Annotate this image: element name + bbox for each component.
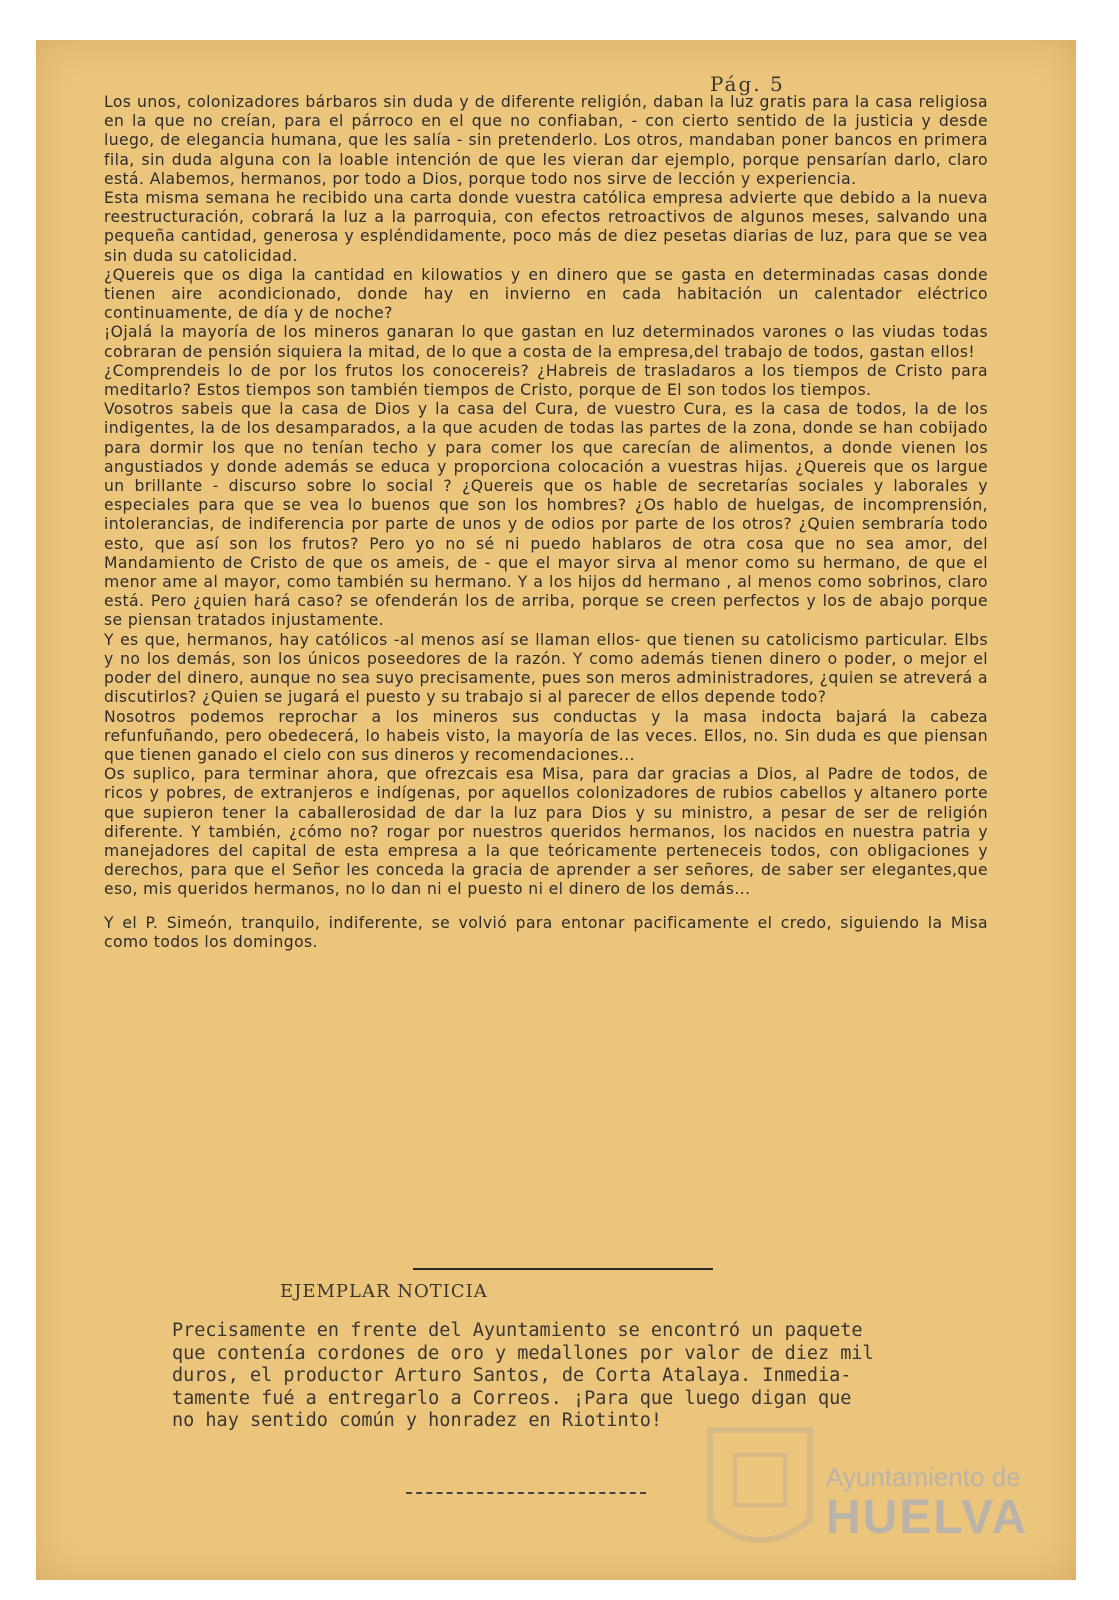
sermon-body bbox=[104, 93, 988, 952]
section-divider bbox=[413, 1268, 713, 1270]
page-number: Pág. 5 bbox=[710, 72, 785, 96]
watermark-line2: HUELVA bbox=[826, 1491, 1029, 1544]
paragraph: Los unos, colonizadores bárbaros sin duda y de diferente religión, daban la luz gratis para la casa religiosa en la que no creían, para el párroco en el que no confiaban, - con cierto sentido de la justicia y desde luego, de elegancia humana, que les salía - sin pretenderlo. Los otros, mandaban poner bancos en primera fila, sin duda alguna con la loable intención de que les vieran dar ejemplo, porque pensarían darlo, claro está. Alabemos, hermanos, por todo a Dios, porque todo nos sirve de lección y experiencia. bbox=[104, 93, 988, 188]
paragraph: Vosotros sabeis que la casa de Dios y la casa del Cura, de vuestro Cura, es la casa de todos, la de los indigentes, la de los desamparados, a la que acuden de todas las partes de la zona, donde se han cobijado para dormir los que no tenían techo y para comer los que carecían de alimentos, a donde vienen los angustiados y donde además se educa y proporciona colocación a vuestras hijas. ¿Quereis que os largue un brillante - discurso sobre lo social ? ¿Quereis que os hable de secretarías sociales y laborales y especiales para que se vea lo buenos que son los hombres? ¿Os hablo de huelgas, de incomprensión, intolerancias, de indiferencia por parte de unos y de odios por parte de los otros? ¿Quien sembraría todo esto, que así son los frutos? Pero yo no sé ni puedo hablaros de otra cosa que no sea amor, del Mandamiento de Cristo de que os ameis, de - que el mayor sirva al menor como su hermano, de que el menor ame al mayor, como también su hermano. Y a los hijos dd hermano , al menos como sobrinos, claro está. Pero ¿quien hará caso? se ofenderán los de arriba, porque se creen perfectos y los de abajo porque se piensan tratados injustamente. bbox=[104, 400, 988, 630]
paragraph: Os suplico, para terminar ahora, que ofrezcais esa Misa, para dar gracias a Dios, al Padre de todos, de ricos y pobres, de extranjeros e indígenas, por aquellos colonizadores de rubios cabellos y altanero porte que supieron tener la caballerosidad de dar la luz para Dios y su ministro, a pesar de ser de religión diferente. Y también, ¿cómo no? rogar por nuestros queridos hermanos, los nacidos en nuestra patria y manejadores del capital de esta empresa a la que teóricamente perteneceis todos, con obligaciones y derechos, para que el Señor les conceda la gracia de aprender a ser señores, de saber ser elegantes,que eso, mis queridos hermanos, no lo dan ni el puesto ni el dinero de los demás... bbox=[104, 765, 988, 899]
paragraph: ¡Ojalá la mayoría de los mineros ganaran lo que gastan en luz determinados varones o las viudas todas cobraran de pensión siquiera la mitad, de lo que a costa de la empresa,del trabajo de todos, gastan ellos! bbox=[104, 323, 988, 361]
paragraph: ¿Comprendeis lo de por los frutos los conocereis? ¿Habreis de trasladaros a los tiempos de Cristo para meditarlo? Estos tiempos son también tiempos de Cristo, porque de El son todos los tiempos. bbox=[104, 361, 988, 400]
watermark-line1: Ayuntamiento de bbox=[826, 1462, 1021, 1492]
dashed-divider bbox=[406, 1492, 646, 1496]
notice-title: EJEMPLAR NOTICIA bbox=[280, 1281, 488, 1302]
closing-paragraph: Y el P. Simeón, tranquilo, indiferente, se volvió para entonar pacificamente el credo, siguiendo la Misa como todos los domingos. bbox=[104, 913, 988, 951]
paragraph: ¿Quereis que os diga la cantidad en kilowatios y en dinero que se gasta en determinadas casas donde tienen aire acondicionado, donde hay en invierno en cada habitación un calentador eléctrico continuamente, de día y de noche? bbox=[104, 265, 988, 323]
paragraph: Nosotros podemos reprochar a los mineros sus conductas y la masa indocta bajará la cabeza refunfuñando, pero obedecerá, lo habeis visto, la mayoría de las veces. Ellos, no. Sin duda es que piensan que tienen ganado el cielo con sus dineros y recomendaciones... bbox=[104, 707, 988, 764]
paragraph: Esta misma semana he recibido una carta donde vuestra católica empresa advierte que debido a la nueva reestructuración, cobrará la luz a la parroquia, con efectos retroactivos de algunos meses, salvando una pequeña cantidad, generosa y espléndidamente, poco más de diez pesetas diarias de luz, para que se vea sin duda su catolicidad. bbox=[104, 189, 988, 265]
notice-text: Precisamente en frente del Ayuntamiento se encontró un paquete que contenía cordones de oro y medallones por valor de diez mil duros, el productor Arturo Santos, de Corta Atalaya. Inmedia- tamente fué a entregarlo a Correos. ¡Para que luego digan que no hay sentido común y honradez en Riotinto! bbox=[172, 1320, 874, 1431]
paragraph: Y es que, hermanos, hay católicos -al menos así se llaman ellos- que tienen su catolicismo particular. Elbs y no los demás, son los únicos poseedores de la razón. Y como además tienen dinero o poder, o mejor el poder del dinero, aunque no sea suyo precisamente, pues son meros administradores, ¿quien se atreverá a discutirlos? ¿Quien se jugará el puesto y su trabajo si al parecer de ellos depende todo? bbox=[104, 630, 988, 707]
